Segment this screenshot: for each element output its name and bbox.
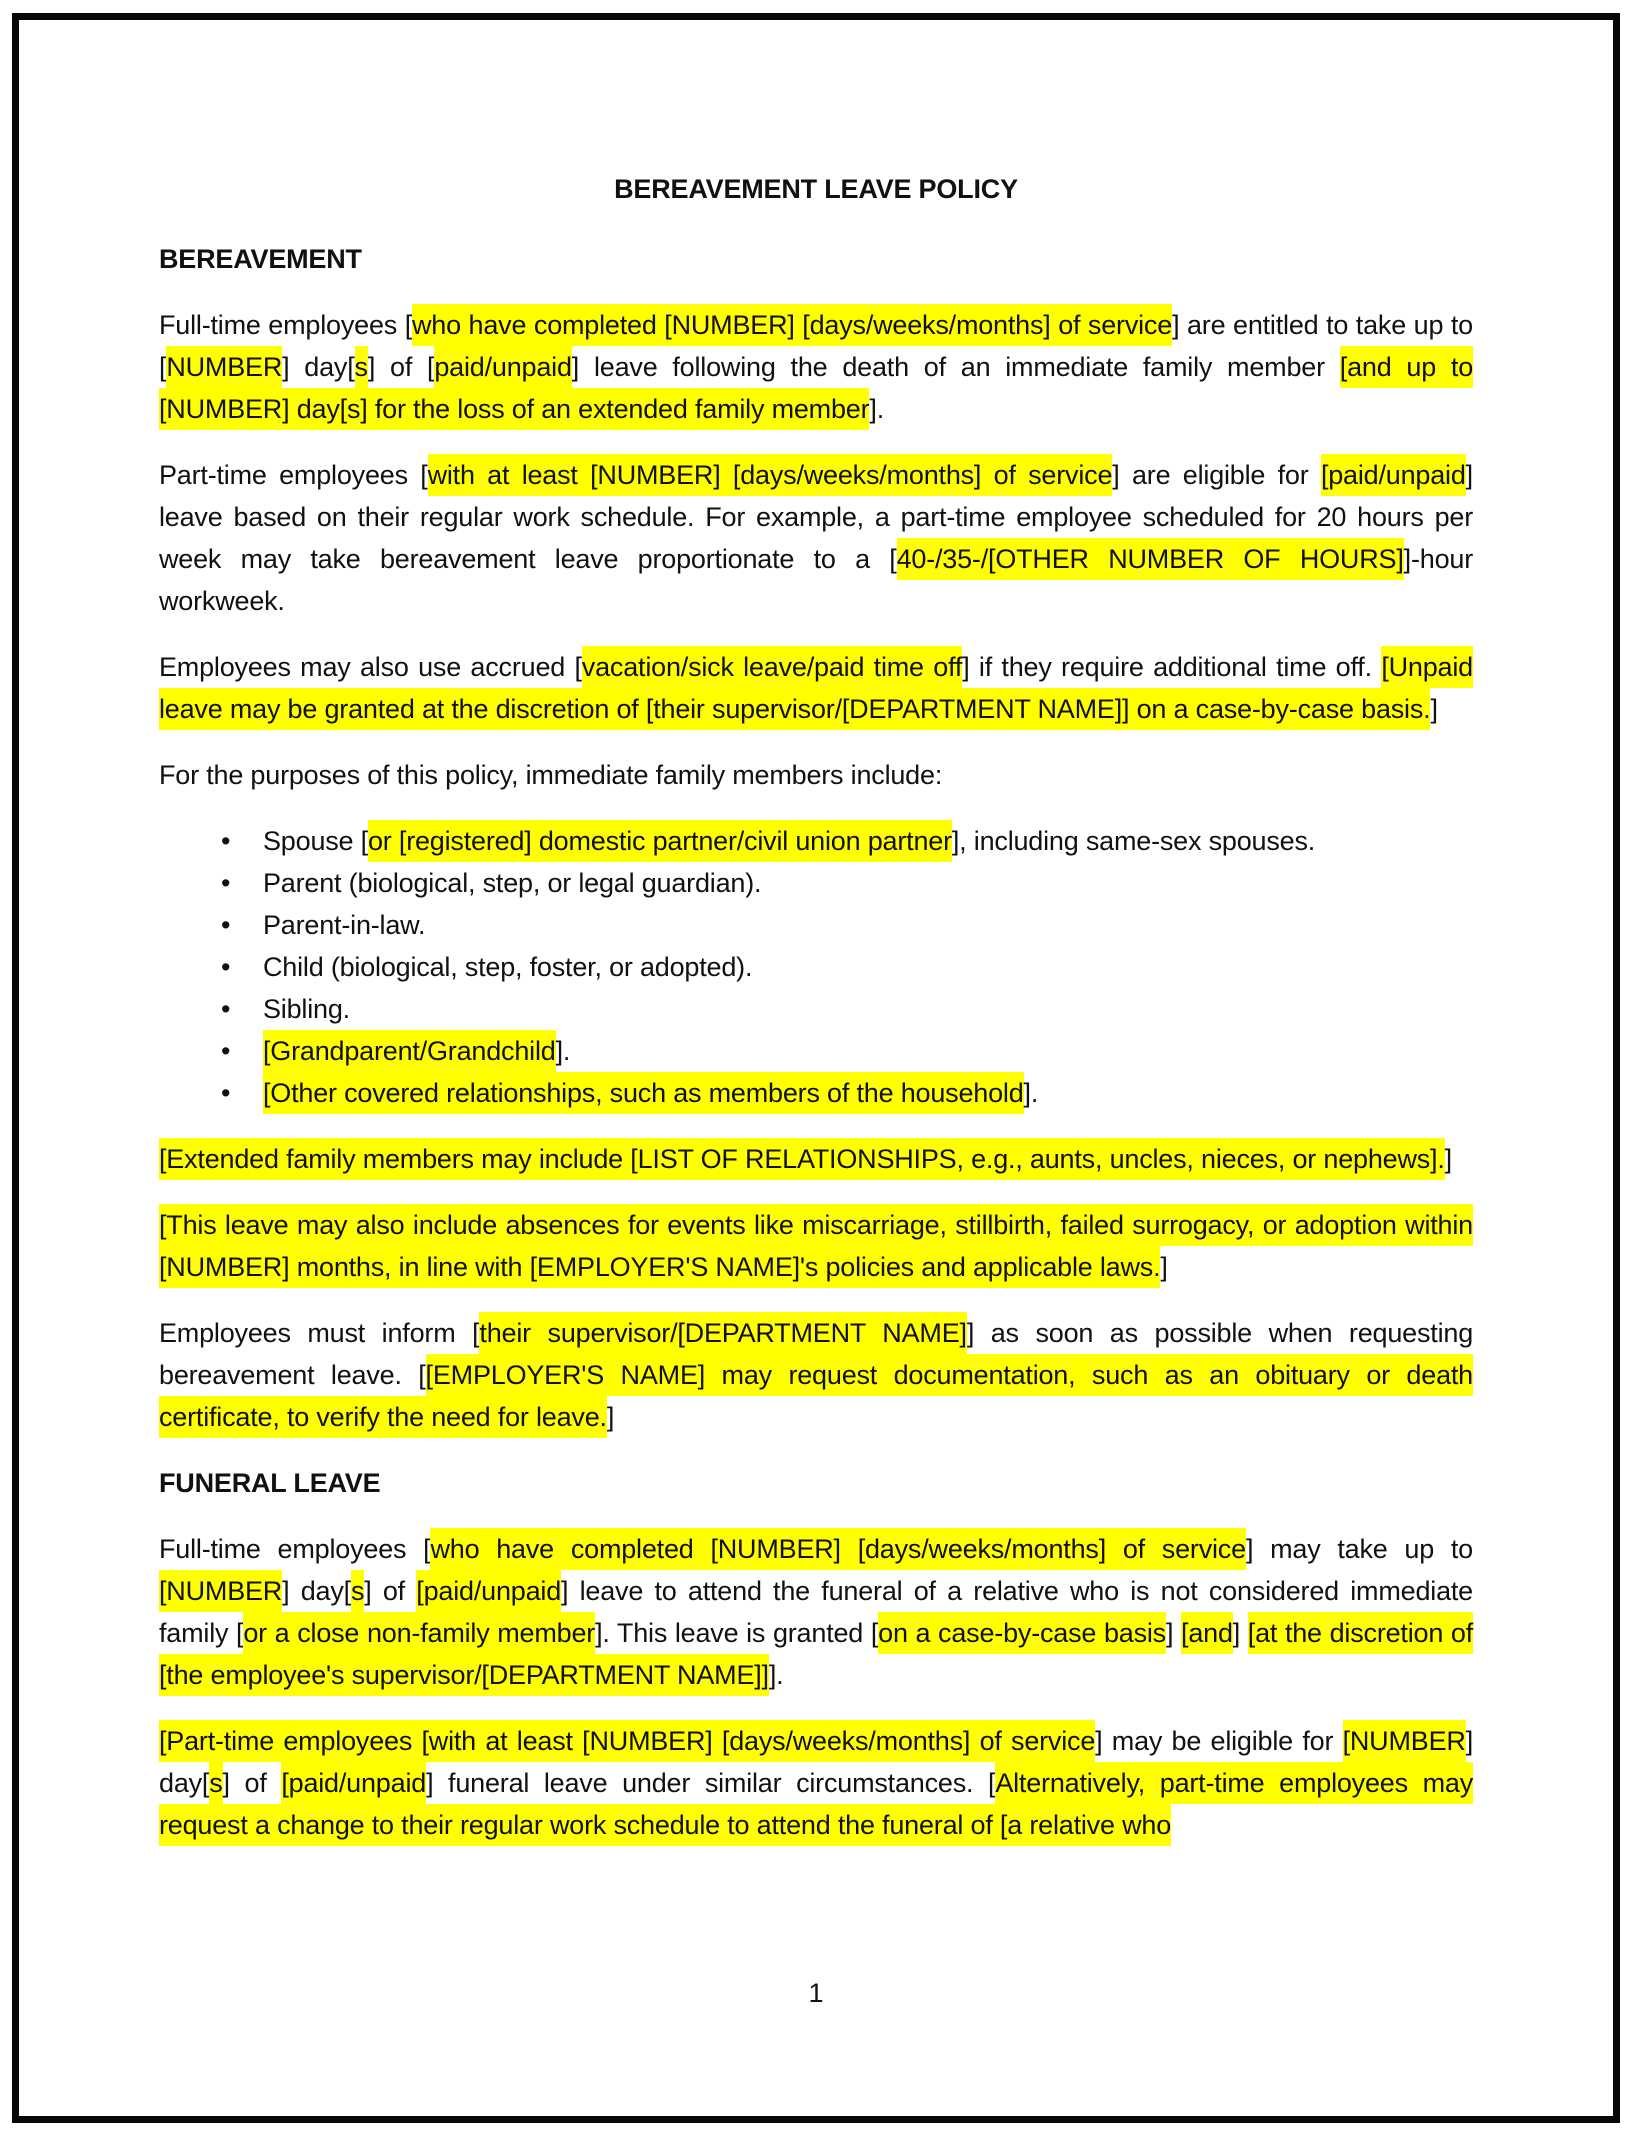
text-segment: ] — [1430, 694, 1438, 724]
text-segment: ] day[ — [282, 352, 355, 382]
highlighted-text: [This leave may also include absences for events like miscarriage, stillbirth, failed surrogacy, or adoption within [NUMBER] months, in line with [EMPLOYER'S NAME]'s policies and applicable laws. — [159, 1204, 1473, 1288]
text-segment: ] day[ — [159, 1726, 1473, 1798]
highlighted-text: [EMPLOYER'S NAME] may request documentation, such as an obituary or death certificate, to verify the need for leave. — [159, 1354, 1473, 1438]
text-segment: ]. — [555, 1036, 571, 1066]
highlighted-text: paid/unpaid — [434, 346, 571, 388]
highlighted-text: s — [209, 1762, 222, 1804]
document-page — [12, 13, 1620, 2123]
text-segment: ] leave following the death of an immediate family member — [571, 352, 1340, 382]
highlighted-text: s — [351, 1570, 364, 1612]
text-segment: Employees must inform [ — [159, 1318, 480, 1348]
text-segment: ] — [1160, 1252, 1168, 1282]
paragraph — [159, 1138, 1473, 1180]
text-segment: ] — [1232, 1618, 1248, 1648]
text-segment: ], including same-sex spouses. — [951, 826, 1316, 856]
text-segment: ] of — [364, 1576, 417, 1606]
text-segment: ] funeral leave under similar circumstances. [ — [426, 1768, 996, 1798]
text-segment: Employees may also use accrued [ — [159, 652, 582, 682]
text-segment: ] may take up to — [1245, 1534, 1473, 1564]
highlighted-text: 40-/35-/[OTHER NUMBER OF HOURS] — [897, 538, 1404, 580]
text-segment: ] leave based on their regular work schedule. For example, a part-time employee scheduled for 20 hours per week may take bereavement leave proportionate to a [ — [159, 460, 1473, 574]
highlighted-text: NUMBER — [166, 346, 282, 388]
highlighted-text: [paid/unpaid — [281, 1762, 426, 1804]
text-segment: ]. — [1023, 1078, 1039, 1108]
paragraph — [159, 646, 1473, 730]
text-segment: Child (biological, step, foster, or adopted). — [263, 952, 753, 982]
list-item — [263, 988, 1473, 1030]
highlighted-text: or a close non-family member — [243, 1612, 595, 1654]
highlighted-text: s — [355, 346, 368, 388]
text-segment: ] — [1165, 1618, 1182, 1648]
highlighted-text: [Grandparent/Grandchild — [263, 1030, 556, 1072]
highlighted-text: on a case-by-case basis — [878, 1612, 1166, 1654]
text-segment: Parent-in-law. — [263, 910, 426, 940]
highlighted-text: [NUMBER — [1343, 1720, 1466, 1762]
highlighted-text: [paid/unpaid — [1321, 454, 1466, 496]
section-heading: BEREAVEMENT — [159, 244, 362, 274]
list-item — [263, 820, 1473, 862]
highlighted-text: their supervisor/[DEPARTMENT NAME] — [479, 1312, 966, 1354]
text-segment: ] are eligible for — [1112, 460, 1321, 490]
text-segment: ]. This leave is granted [ — [595, 1618, 879, 1648]
list-item — [263, 1072, 1473, 1114]
text-segment: ] of — [222, 1768, 282, 1798]
paragraph — [159, 454, 1473, 622]
list-item — [263, 862, 1473, 904]
section-heading: FUNERAL LEAVE — [159, 1468, 381, 1498]
text-segment: Spouse [ — [263, 826, 368, 856]
highlighted-text: who have completed [NUMBER] [days/weeks/months] of service — [430, 1528, 1245, 1570]
document-content — [159, 168, 1473, 1870]
highlighted-text: [paid/unpaid — [416, 1570, 561, 1612]
text-segment: ] of [ — [367, 352, 435, 382]
highlighted-text: [Extended family members may include [LIST OF RELATIONSHIPS, e.g., aunts, uncles, nieces, or nephews]. — [159, 1138, 1445, 1180]
text-segment: ] are entitled to take up to [ — [159, 310, 1473, 382]
highlighted-text: Alternatively, part-time employees may request a change to their regular work schedule to attend the funeral of [a relative who — [159, 1762, 1473, 1846]
highlighted-text: [and — [1181, 1612, 1233, 1654]
highlighted-text: who have completed [NUMBER] [days/weeks/months] of service — [412, 304, 1172, 346]
document-body — [159, 238, 1473, 1846]
text-segment: ] — [606, 1402, 615, 1432]
text-segment: ]. — [869, 394, 884, 424]
text-segment: ] day[ — [282, 1576, 351, 1606]
highlighted-text: [Part-time employees [with at least [NUMBER] [days/weeks/months] of service — [159, 1720, 1095, 1762]
highlighted-text: with at least [NUMBER] [days/weeks/months] of service — [428, 454, 1113, 496]
text-segment: Sibling. — [263, 994, 350, 1024]
paragraph — [159, 1720, 1473, 1846]
text-segment: Full-time employees [ — [159, 1534, 431, 1564]
paragraph — [159, 1528, 1473, 1696]
text-segment: ] — [1444, 1144, 1452, 1174]
list-item — [263, 1030, 1473, 1072]
text-segment: Full-time employees [ — [159, 310, 412, 340]
highlighted-text: [NUMBER — [159, 1570, 282, 1612]
highlighted-text: [at the discretion of [the employee's supervisor/[DEPARTMENT NAME]] — [159, 1612, 1473, 1696]
list-item — [263, 946, 1473, 988]
text-segment: ] may be eligible for — [1095, 1726, 1343, 1756]
bullet-list — [159, 820, 1473, 1114]
text-segment: ] as soon as possible when requesting bereavement leave. [ — [159, 1318, 1474, 1390]
highlighted-text: [Other covered relationships, such as members of the household — [263, 1072, 1024, 1114]
highlighted-text: or [registered] domestic partner/civil union partner — [368, 820, 952, 862]
paragraph — [159, 1312, 1473, 1438]
paragraph — [159, 304, 1473, 430]
text-segment: ] leave to attend the funeral of a relative who is not considered immediate family [ — [159, 1576, 1474, 1648]
text-segment: For the purposes of this policy, immediate family members include: — [159, 760, 943, 790]
text-segment: ] if they require additional time off. — [962, 652, 1382, 682]
text-segment: Parent (biological, step, or legal guardian). — [263, 868, 762, 898]
list-item — [263, 904, 1473, 946]
document-title: BEREAVEMENT LEAVE POLICY — [614, 174, 1018, 204]
highlighted-text: [Unpaid leave may be granted at the discretion of [their supervisor/[DEPARTMENT NAME]] on a case-by-case basis. — [159, 646, 1473, 730]
paragraph — [159, 754, 1473, 796]
paragraph — [159, 1204, 1473, 1288]
page-number: 1 — [808, 1978, 824, 2008]
highlighted-text: vacation/sick leave/paid time off — [582, 646, 962, 688]
text-segment: ]-hour workweek. — [159, 544, 1473, 616]
text-segment: ]. — [768, 1660, 784, 1690]
text-segment: Part-time employees [ — [159, 460, 428, 490]
highlighted-text: [and up to [NUMBER] day[s] for the loss of an extended family member — [159, 346, 1473, 430]
